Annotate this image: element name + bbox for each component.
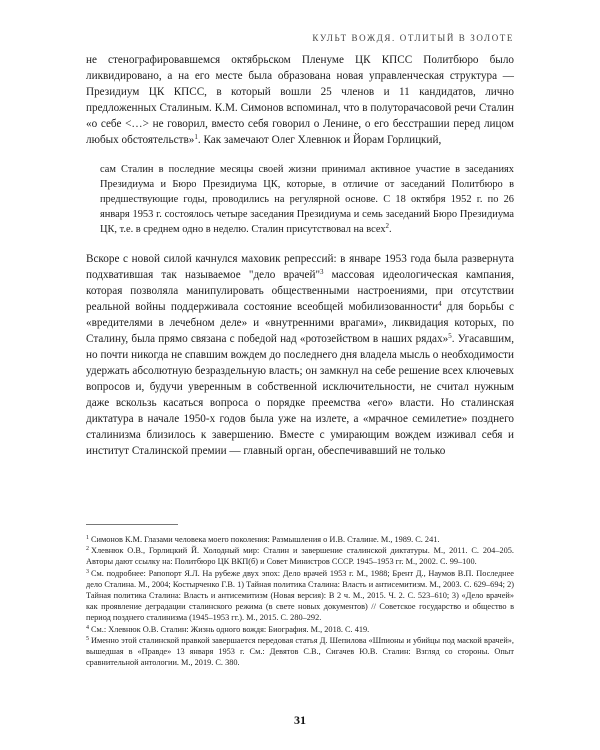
block-quote: сам Сталин в последние месяцы своей жизни принимал активное участие в заседаниях Президиума и Бюро Президиума ЦК, которые, в отличие от заседаний Политбюро в предшествующие годы, проводились на регулярной основе. С 18 октября 1952 г. по 26 января 1953 г. состоялось четыре заседания Президиума и семь заседаний Бюро Президиума ЦК, т.е. в среднем одно в неделю. Сталин присутствовал на всех$^2$. — [100, 164, 514, 235]
footnotes — [86, 534, 514, 668]
footnote-3: $^3$ См. подробнее: Рапопорт Я.Л. На рубеже двух эпох: Дело врачей 1953 г. М., 1988; Брент Д., Наумов В.П. Последнее дело Сталина. М., 2004; Костырченко Г.В. 1) Тайная политика Сталина: Власть и антисемитизм. М., 2003. С. 629–694; 2) Тайная политика Сталина: Власть и антисемитизм (Новая версия): В 2 ч. М., 2015. Ч. 2. С. 523–610; 3) «Дело врачей» как проявление деградации сталинского режима (в свете новых документов) // Советское государство и общество в период позднего сталинизма (1945–1953 гг.). М., 2015. С. 280–292. — [86, 568, 514, 623]
page-number: 31 — [294, 713, 306, 727]
paragraph-1: не стенографировавшемся октябрьском Пленуме ЦК КПСС Политбюро было ликвидировано, а на его месте была образована новая управленческая структура — Президиум ЦК КПСС, в который вошли 25 членов и 11 кандидатов, лично предложенных Сталиным. К.М. Симонов вспоминал, что в полуторачасовой речи Сталин «о себе <…> не говорил, вместо себя говорил о Ленине, о его бесстрашии перед лицом любых обстоятельств»$^1$. Как замечают Олег Хлевнюк и Йорам Горлицкий, — [86, 54, 514, 146]
footnote-4: $^4$ См.: Хлевнюк О.В. Сталин: Жизнь одного вождя: Биография. М., 2018. С. 419. — [86, 624, 370, 634]
footnote-divider — [86, 524, 178, 525]
footnote-ref-1[interactable]: 1 — [194, 133, 198, 141]
footnote-2: $^2$ Хлевнюк О.В., Горлицкий Й. Холодный мир: Сталин и завершение сталинской диктатуры. М., 2011. С. 204–205. Авторы дают ссылку на: Политбюро ЦК ВКП(б) и Совет Министров СССР. 1945–1953 гг. М., 2002. С. 99–100. — [86, 546, 514, 567]
footnote-5: $^5$ Именно этой сталинской правкой завершается передовая статья Д. Шепилова «Шпионы и убийцы под маской врачей», вышедшая в «Правде» 13 января 1953 г. См.: Девятов С.В., Сигачев Ю.В. Сталин: Взгляд со стороны. Опыт сравнительной антологии. М., 2019. С. 380. — [86, 635, 514, 668]
footnote-ref-3[interactable]: 3 — [320, 268, 324, 276]
footnote-ref-2[interactable]: 2 — [385, 222, 390, 230]
main-text — [86, 52, 514, 459]
footnote-ref-5[interactable]: 5 — [448, 332, 452, 340]
footnote-ref-4[interactable]: 4 — [438, 300, 442, 308]
running-head: КУЛЬТ ВОЖДЯ. ОТЛИТЫЙ В ЗОЛОТЕ — [312, 33, 514, 43]
footnote-1: $^1$ Симонов К.М. Глазами человека моего поколения: Размышления о И.В. Сталине. М., 1989. С. 241. — [86, 535, 440, 544]
paragraph-2: Вскоре с новой силой качнулся маховик репрессий: в январе 1953 года была развернута подхватившая так называемое "дело врачей"$^3$ массовая идеологическая кампания, которая позволяла манипулировать общественными настроениями, при отсутствии реальной войны поддерживала состояние всеобщей мобилизованности$^4$ для борьбы с «вредителями в лечебном деле» и «внутренними врагами», ликвидация которых, по Сталину, была прямо связана с победой над «ротозейством в наших рядах»$^5$. Угасавшим, но почти никогда не спавшим вождем до последнего дня владела мысль о необходимости удержать абсолютную безраздельную власть; он замкнул на себе решение всех ключевых вопросов и, будучи уверенным в собственной исключительности, не считал нужным даже вскользь касаться вопроса о порядке преемства «его» власти. Но сталинская диктатура в начале 1950-х годов была уже на излете, а «мрачное семилетие» позднего сталинизма близилось к завершению. Вместе с умирающим вождем изживал себя и институт Сталинской премии — главный орган, обеспечивавший не только — [86, 253, 515, 457]
